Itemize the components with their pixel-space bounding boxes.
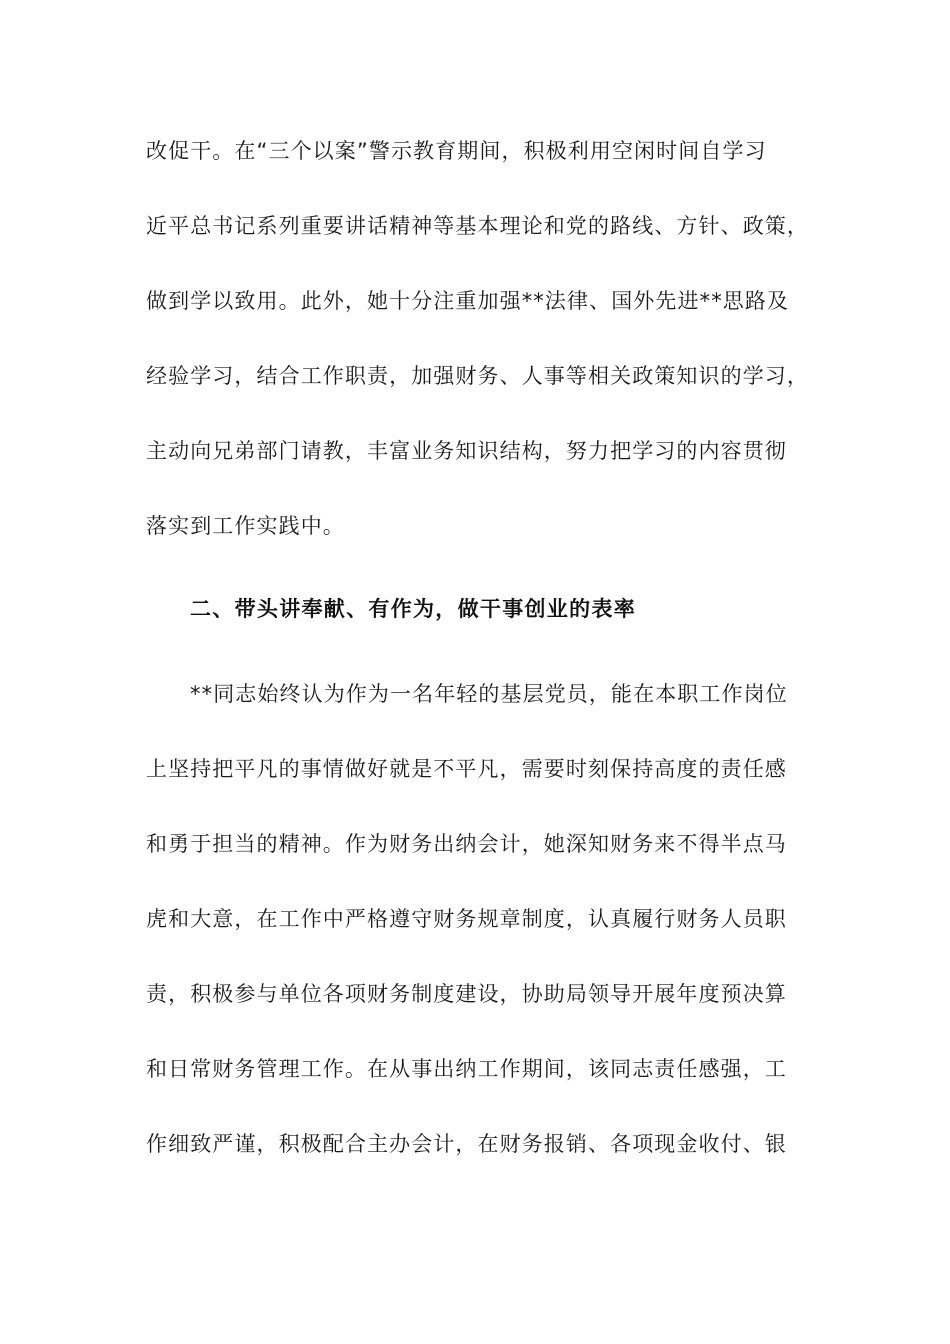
paragraph-line: 主动向兄弟部门请教，丰富业务知识结构，努力把学习的内容贯彻 [146,439,787,463]
paragraph-line: 责，积极参与单位各项财务制度建设，协助局领导开展年度预决算 [146,982,787,1006]
paragraph-line: 和日常财务管理工作。在从事出纳工作期间，该同志责任感强，工 [146,1057,787,1081]
paragraph-line: 虎和大意，在工作中严格遵守财务规章制度，认真履行财务人员职 [146,907,787,931]
paragraph-line: 经验学习，结合工作职责，加强财务、人事等相关政策知识的学习， [146,364,809,388]
paragraph-line: **同志始终认为作为一名年轻的基层党员，能在本职工作岗位 [190,682,788,706]
paragraph-line: 和勇于担当的精神。作为财务出纳会计，她深知财务来不得半点马 [146,832,787,856]
paragraph-line: 近平总书记系列重要讲话精神等基本理论和党的路线、方针、政策， [146,214,809,238]
paragraph-line: 作细致严谨，积极配合主办会计，在财务报销、各项现金收付、银 [146,1132,787,1156]
paragraph-line: 上坚持把平凡的事情做好就是不平凡，需要时刻保持高度的责任感 [146,757,787,781]
section-heading: 二、带头讲奉献、有作为，做干事创业的表率 [190,597,636,621]
paragraph-line: 做到学以致用。此外，她十分注重加强**法律、国外先进**思路及 [146,289,790,313]
paragraph-line: 改促干。在“三个以案”警示教育期间，积极利用空闲时间自学习 [146,139,767,163]
paragraph-line: 落实到工作实践中。 [146,514,345,538]
